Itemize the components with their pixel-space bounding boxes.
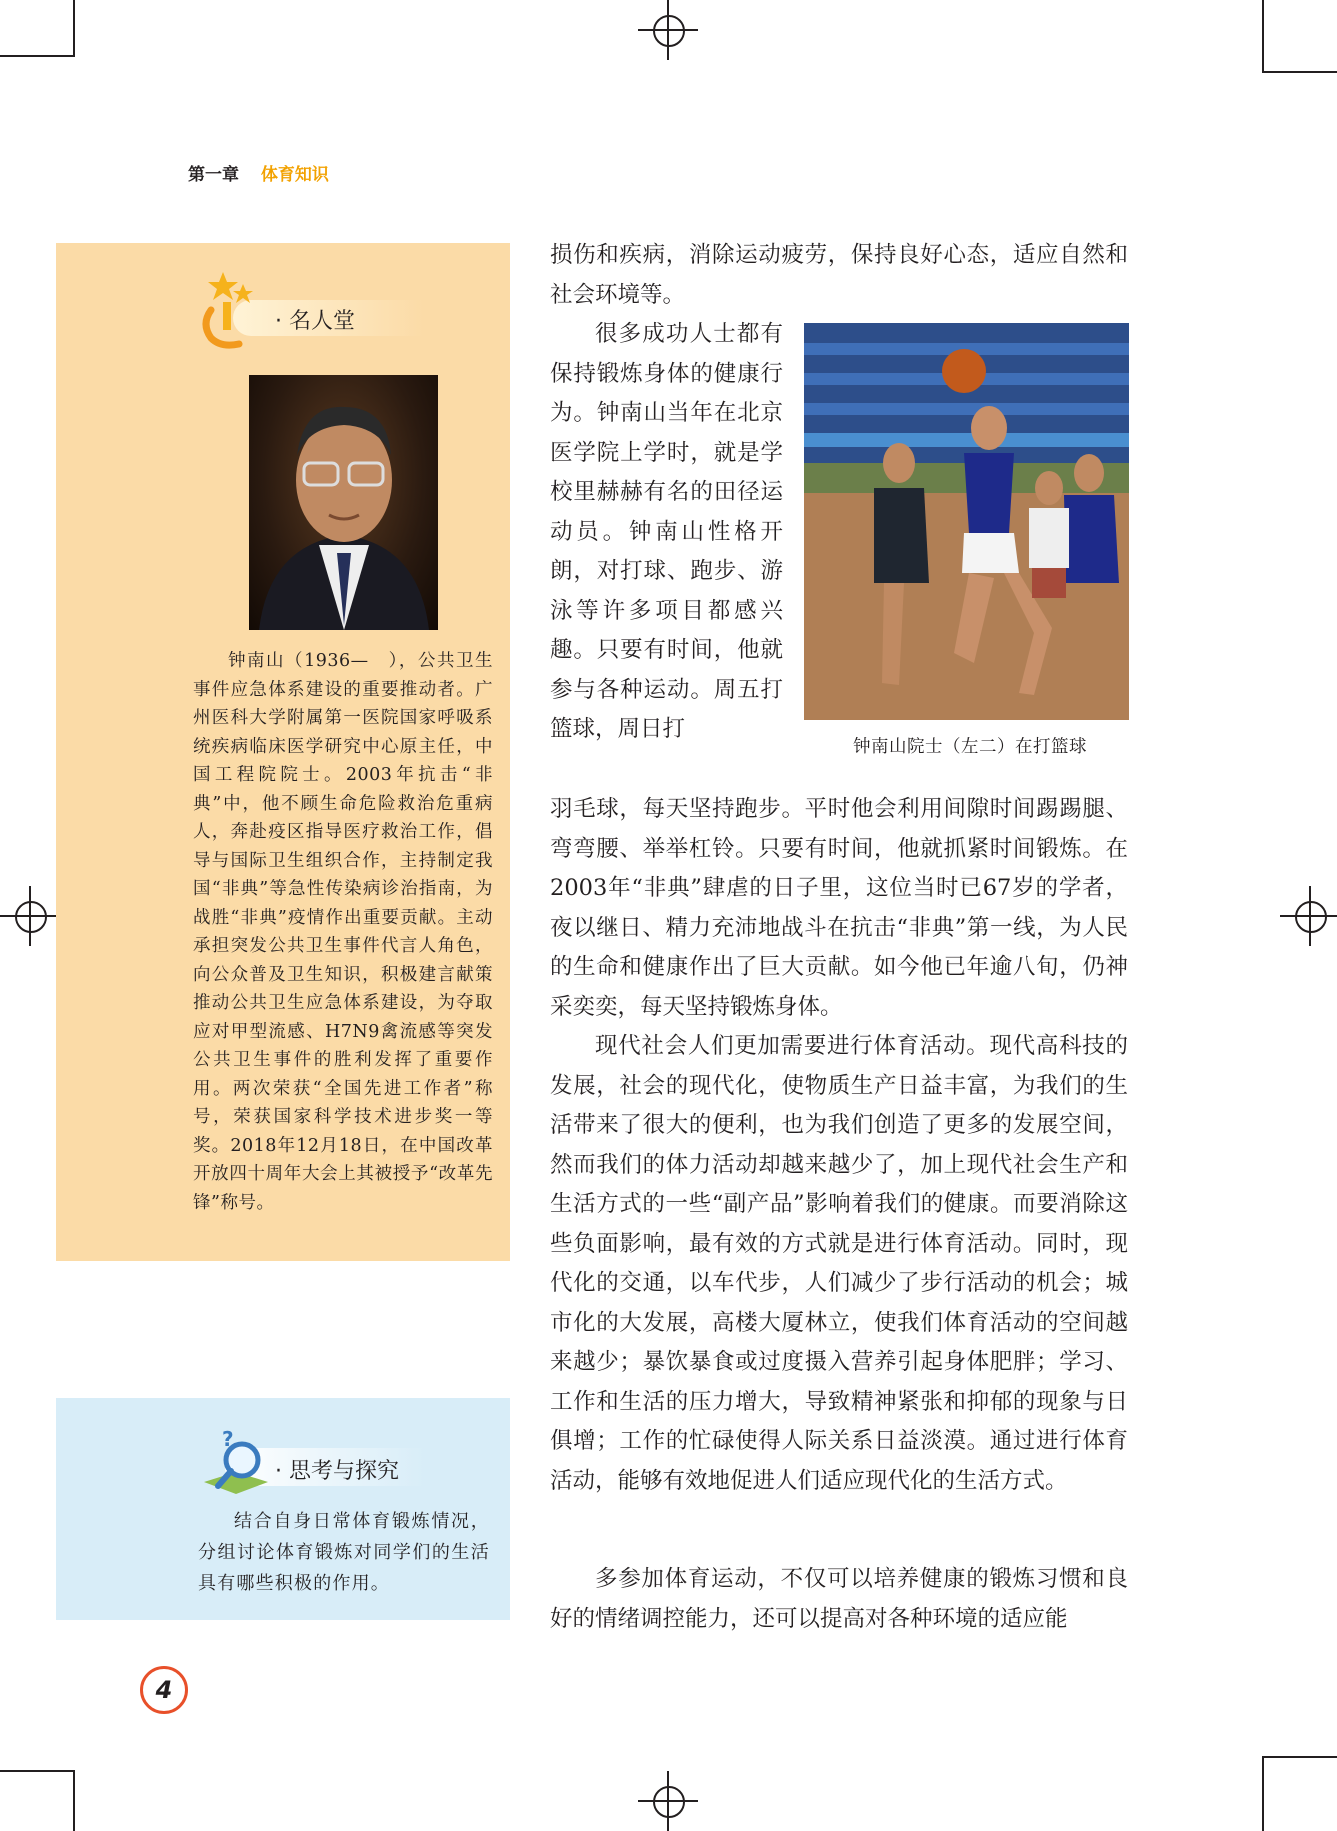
registration-mark — [0, 886, 60, 946]
hall-of-fame-title — [193, 264, 423, 350]
portrait-photo — [249, 375, 438, 630]
body-paragraph-1: 损伤和疾病，消除运动疲劳，保持良好心态，适应自然和社会环境等。 — [550, 242, 1128, 308]
running-header — [188, 160, 329, 185]
basketball-photo — [804, 323, 1129, 720]
registration-mark — [1280, 886, 1337, 946]
hall-of-fame-label: · 名人堂 — [275, 309, 355, 334]
think-explore-text — [198, 1506, 490, 1599]
body-paragraph-2-wide: 羽毛球，每天坚持跑步。平时他会利用间隙时间踢踢腿、弯弯腰、举举杠铃。只要有时间，他就抓紧时间锻炼。在2003年“非典”肆虐的日子里，这位当时已67岁的学者，夜以继日、精力充沛地战斗在抗击“非典”第一线，为人民的生命和健康作出了巨大贡献。如今他已年逾八旬，仍神采奕奕，每天坚持锻炼身体。 — [550, 796, 1128, 1020]
crop-mark — [73, 1770, 75, 1831]
bio-paragraph: 钟南山（1936— ），公共卫生事件应急体系建设的重要推动者。广州医科大学附属第一医院国家呼吸系统疾病临床医学研究中心原主任，中国工程院院士。2003年抗击“非典”中，他不顾生命危险救治危重病人，奔赴疫区指导医疗救治工作，倡导与国际卫生组织合作，主持制定我国“非典”等急性传染病诊治指南，为战胜“非典”疫情作出重要贡献。主动承担突发公共卫生事件代言人角色，向公众普及卫生知识，积极建言献策推动公共卫生应急体系建设，为夺取应对甲型流感、H7N9禽流感等突发公共卫生事件的胜利发挥了重要作用。两次荣获“全国先进工作者”称号，荣获国家科学技术进步奖一等奖。2018年12月18日，在中国改革开放四十周年大会上其被授予“改革先锋”称号。 — [193, 651, 493, 1213]
crop-mark — [1262, 1756, 1337, 1758]
trophy-icon — [193, 264, 273, 350]
hall-of-fame-bio — [193, 647, 493, 1217]
registration-mark — [638, 0, 698, 60]
chapter-label: 第一章 — [188, 165, 239, 185]
section-label: 体育知识 — [260, 165, 329, 185]
photo-caption: 钟南山院士（左二）在打篮球 — [853, 737, 1087, 757]
registration-mark — [638, 1771, 698, 1831]
body-paragraph-2-narrow: 很多成功人士都有保持锻炼身体的健康行为。钟南山当年在北京医学院上学时，就是学校里赫赫有名的田径运动员。钟南山性格开朗，对打球、跑步、游泳等许多项目都感兴趣。只要有时间，他就参与各种运动。周五打篮球，周日打 — [550, 321, 783, 742]
crop-mark — [1262, 1756, 1264, 1831]
crop-mark — [0, 1770, 75, 1772]
think-explore-label: · 思考与探究 — [275, 1459, 399, 1484]
body-paragraph-4: 多参加体育运动，不仅可以培养健康的锻炼习惯和良好的情绪调控能力，还可以提高对各种环境的适应能 — [550, 1566, 1128, 1632]
svg-text:?: ? — [222, 1427, 234, 1451]
crop-mark — [0, 55, 75, 57]
crop-mark — [73, 0, 75, 57]
think-paragraph: 结合自身日常体育锻炼情况，分组讨论体育锻炼对同学们的生活具有哪些积极的作用。 — [198, 1511, 490, 1594]
crop-mark — [1262, 0, 1264, 73]
crop-mark — [1262, 71, 1337, 73]
body-paragraph-3: 现代社会人们更加需要进行体育活动。现代高科技的发展，社会的现代化，使物质生产日益丰富，为我们的生活带来了很大的便利，也为我们创造了更多的发展空间，然而我们的体力活动却越来越少了，加上现代社会生产和生活方式的一些“副产品”影响着我们的健康。而要消除这些负面影响，最有效的方式就是进行体育活动。同时，现代化的交通，以车代步，人们减少了步行活动的机会；城市化的大发展，高楼大厦林立，使我们体育活动的空间越来越少；暴饮暴食或过度摄入营养引起身体肥胖；学习、工作和生活的压力增大，导致精神紧张和抑郁的现象与日俱增；工作的忙碌使得人际关系日益淡漠。通过进行体育活动，能够有效地促进人们适应现代化的生活方式。 — [550, 1033, 1128, 1494]
magnifier-book-icon — [196, 1424, 276, 1504]
page-number: 4 — [140, 1666, 188, 1714]
